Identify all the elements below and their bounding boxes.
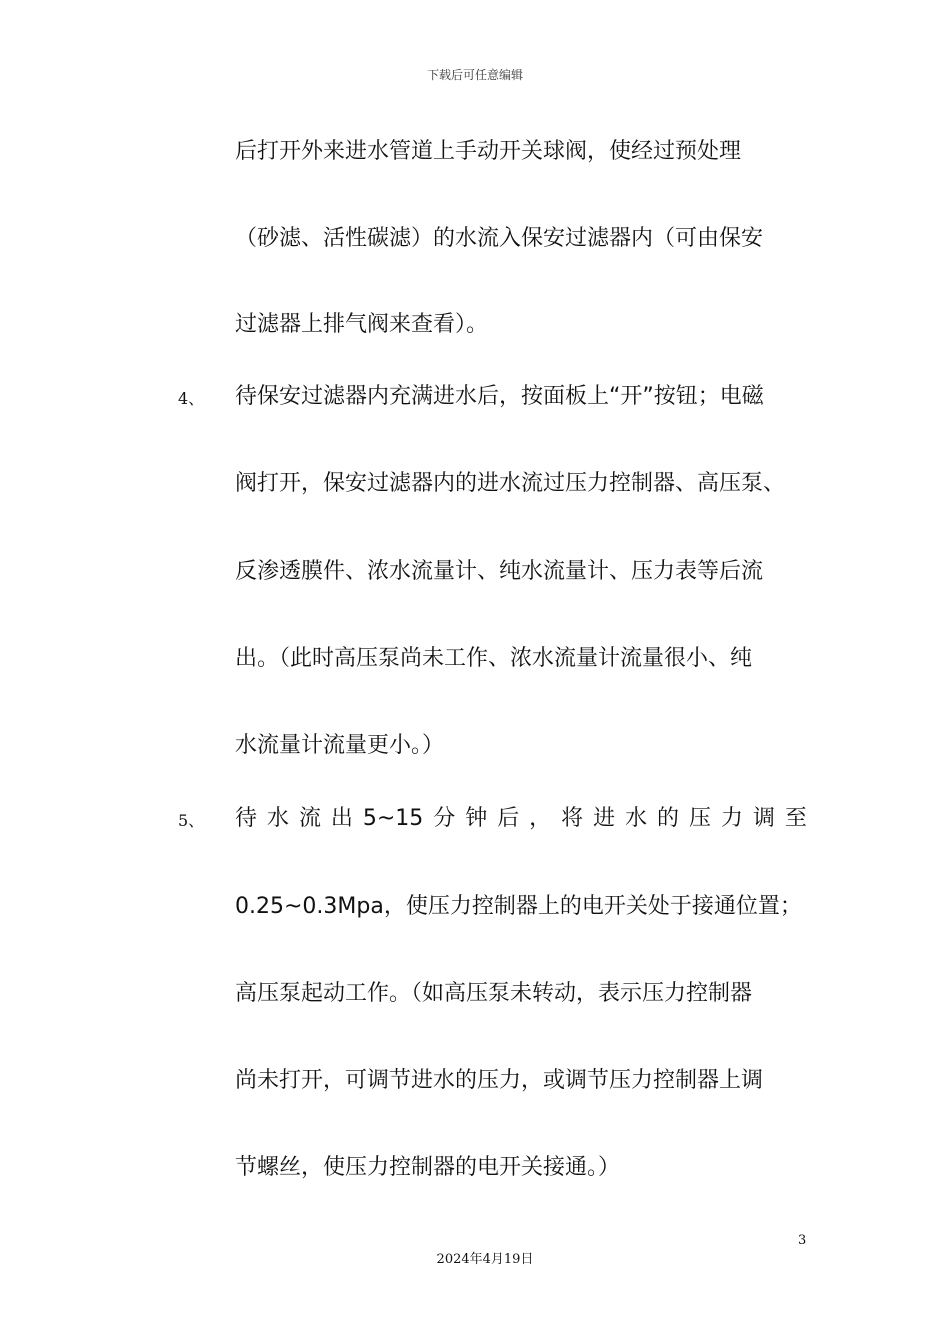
item4-line: 水流量计流量更小。） [235,733,445,758]
body-line: （砂滤、活性碳滤）的水流入保安过滤器内（可由保安 [235,226,764,251]
item5-line: 尚未打开，可调节进水的压力，或调节压力控制器上调 [235,1068,764,1093]
footer-date: 2024年4月19日 [436,1252,534,1267]
header-note: 下载后可任意编辑 [426,68,523,82]
item4-line: 反渗透膜件、浓水流量计、纯水流量计、压力表等后流 [235,559,764,584]
list-number-5: 5、 [178,811,205,830]
word-token: 分 [433,806,456,831]
word-token: 调 [752,806,775,831]
item4-line: 阀打开，保安过滤器内的进水流过压力控制器、高压泵、 [235,471,786,496]
item5-line: 0.25~0.3Mpa，使压力控制器上的电开关处于接通位置； [235,894,802,919]
page-number: 3 [798,1233,807,1248]
word-token: 至 [784,806,807,831]
word-token: 5~15 [362,806,424,831]
word-token: 的 [657,806,680,831]
list-number-4: 4、 [178,389,205,408]
body-line: 过滤器上排气阀来查看）。 [235,312,489,337]
word-token: 出 [330,806,353,831]
word-token: 后 [497,806,520,831]
word-token: 水 [266,806,289,831]
word-token: ， [529,806,552,831]
word-token: 水 [625,806,648,831]
item5-justified-line [235,804,807,834]
word-token: 压 [689,806,712,831]
word-token: 待 [235,806,258,831]
word-token: 钟 [465,806,488,831]
word-token: 将 [561,806,584,831]
item5-line: 节螺丝，使压力控制器的电开关接通。） [235,1155,621,1180]
word-token: 力 [720,806,743,831]
item5-line: 高压泵起动工作。（如高压泵未转动，表示压力控制器 [235,981,753,1006]
body-line: 后打开外来进水管道上手动开关球阀，使经过预处理 [235,139,742,164]
word-token: 流 [298,806,321,831]
item4-line: 出。（此时高压泵尚未工作、浓水流量计流量很小、纯 [235,646,753,671]
item4-line: 待保安过滤器内充满进水后，按面板上“开”按钮；电磁 [235,384,764,409]
word-token: 进 [593,806,616,831]
